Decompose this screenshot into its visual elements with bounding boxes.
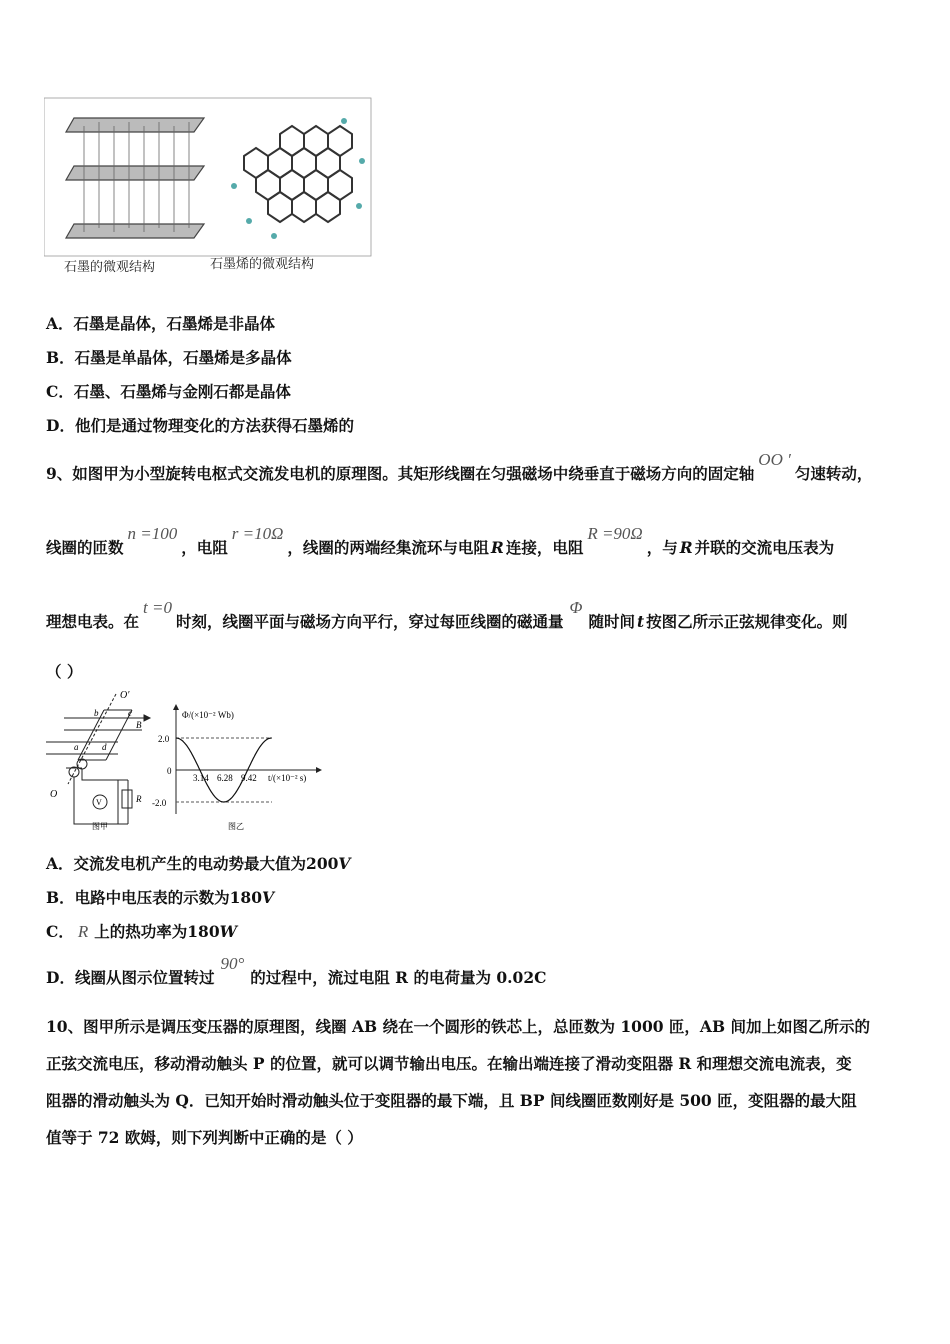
q9-paren: （ ） — [46, 662, 83, 681]
q8-option-a: A．石墨是晶体，石墨烯是非晶体 — [46, 314, 276, 333]
q10-line-2: 正弦交流电压，移动滑动触头 P 的位置，就可以调节输出电压。在输出端连接了滑动变阻器 R 和理想交流电流表，变 — [46, 1054, 852, 1073]
q9-option-d: D．线圈从图示位置转过90°的过程中，流过电阻 R 的电荷量为 0.02C — [46, 954, 547, 987]
xtick-1: 3.14 — [193, 773, 209, 783]
figure-graphite — [44, 96, 374, 278]
caption-graphene: 石墨烯的微观结构 — [210, 257, 315, 272]
generator-diagram — [44, 684, 334, 834]
q9-option-c: C． R 上的热功率为180W — [46, 922, 238, 941]
caption-yi: 图乙 — [228, 822, 244, 831]
q8-option-d: D．他们是通过物理变化的方法获得石墨烯的 — [46, 416, 354, 435]
q8-option-c: C．石墨、石墨烯与金刚石都是晶体 — [46, 382, 291, 401]
xtick-3: 9.42 — [241, 773, 257, 783]
q9-line-3: 理想电表。在t =0时刻，线圈平面与磁场方向平行，穿过每匝线圈的磁通量Φ随时间 t 按图乙所示正弦规律变化。则 — [46, 598, 848, 631]
graphite-structure-image — [44, 96, 374, 278]
label-b: b — [94, 708, 99, 718]
q9-line-1: 9、如图甲为小型旋转电枢式交流发电机的原理图。其矩形线圈在匀强磁场中绕垂直于磁场方向的固定轴OO ′匀速转动， — [46, 450, 873, 483]
caption-graphite: 石墨的微观结构 — [64, 260, 156, 275]
q9-line-2: 线圈的匝数n =100，电阻r =10Ω，线圈的两端经集流环与电阻 R 连接，电阻R =90Ω，与 R 并联的交流电压表为 — [46, 524, 835, 557]
q10-line-3: 阻器的滑动触头为 Q．已知开始时滑动触头位于变阻器的最下端，且 BP 间线圈匝数刚好是 500 匝，变阻器的最大阻 — [46, 1091, 857, 1110]
q10-line-4: 值等于 72 欧姆，则下列判断中正确的是（ ） — [46, 1128, 363, 1147]
graph-origin: 0 — [167, 766, 172, 776]
q9-option-b: B．电路中电压表的示数为180V — [46, 888, 275, 907]
axis-symbol: OO ′ — [758, 450, 791, 469]
resistor-label: R — [136, 794, 142, 804]
label-o: O — [50, 789, 58, 800]
ytick-bottom: -2.0 — [152, 798, 167, 808]
q10-line-1: 10、图甲所示是调压变压器的原理图，线圈 AB 绕在一个圆形的铁芯上，总匝数为 1000 匝，AB 间加上如图乙所示的 — [46, 1017, 870, 1036]
figure-generator — [44, 684, 334, 834]
q9-option-a: A．交流发电机产生的电动势最大值为200V — [46, 854, 351, 873]
label-o-prime: O′ — [120, 690, 130, 701]
label-field-b: B — [136, 720, 142, 730]
voltmeter-label: V — [96, 798, 102, 807]
q8-option-b: B．石墨是单晶体，石墨烯是多晶体 — [46, 348, 292, 367]
xtick-2: 6.28 — [217, 773, 233, 783]
graph-ylabel: Φ/(×10⁻² Wb) — [182, 710, 234, 720]
ytick-top: 2.0 — [158, 734, 170, 744]
graph-xlabel: t/(×10⁻² s) — [268, 773, 307, 783]
label-c: c — [128, 708, 132, 718]
label-a: a — [74, 742, 79, 752]
label-d: d — [102, 742, 107, 752]
caption-jia: 图甲 — [92, 822, 108, 831]
